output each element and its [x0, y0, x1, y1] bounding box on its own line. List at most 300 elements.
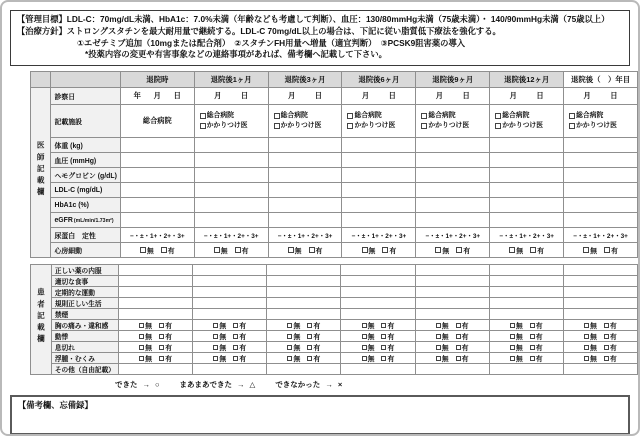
checkbox-yes-icon[interactable]	[233, 334, 238, 339]
option-yes-label: 有	[387, 334, 395, 342]
data-cell[interactable]	[120, 168, 194, 183]
row-label-text: 心房細動	[54, 248, 83, 256]
data-cell[interactable]	[194, 213, 268, 228]
data-cell	[564, 243, 638, 258]
data-cell[interactable]	[416, 213, 490, 228]
checkbox-yes-icon[interactable]	[382, 247, 388, 253]
data-cell[interactable]	[341, 276, 415, 287]
checkbox-facility-icon[interactable]	[569, 123, 575, 129]
checkbox-yes-icon[interactable]	[604, 323, 609, 328]
option-no-label: 無	[590, 323, 597, 331]
facility-fixed-value: 総合病院	[142, 116, 172, 126]
row-label-cell	[51, 138, 120, 153]
option-yes-label: 有	[535, 334, 543, 342]
data-cell[interactable]	[489, 276, 563, 287]
data-cell	[268, 105, 342, 138]
legend-label: まあまあできた	[179, 380, 233, 390]
checkbox-no-icon[interactable]	[583, 247, 589, 253]
option-yes	[604, 353, 617, 363]
data-cell[interactable]	[120, 153, 194, 168]
checkbox-yes-icon[interactable]	[381, 345, 386, 350]
option-yes	[530, 320, 543, 330]
option-yes-label: 有	[313, 356, 321, 364]
checkbox-no-icon[interactable]	[362, 345, 367, 350]
checkbox-no-icon[interactable]	[436, 345, 441, 350]
data-cell[interactable]	[267, 265, 341, 276]
row-label-cell	[51, 228, 120, 243]
data-cell[interactable]	[119, 309, 193, 320]
data-cell[interactable]	[342, 153, 416, 168]
checkbox-yes-icon[interactable]	[159, 323, 164, 328]
legend-item	[180, 379, 256, 390]
remarks-box[interactable]	[10, 395, 630, 435]
checkbox-facility-icon[interactable]	[421, 123, 427, 129]
data-cell[interactable]	[564, 183, 638, 198]
option-no	[287, 353, 300, 363]
data-cell[interactable]	[267, 364, 341, 375]
checkbox-yes-icon[interactable]	[456, 345, 461, 350]
row-label-text: 記載施設	[54, 119, 83, 127]
yes-no-field	[564, 320, 637, 330]
checkbox-no-icon[interactable]	[213, 356, 218, 361]
option-no	[213, 331, 226, 341]
table-row	[31, 213, 638, 228]
data-cell[interactable]	[342, 183, 416, 198]
data-cell	[267, 320, 341, 331]
data-cell[interactable]	[119, 287, 193, 298]
data-cell[interactable]	[342, 213, 416, 228]
checkbox-no-icon[interactable]	[362, 247, 368, 253]
facility-option-label: かかりつけ医	[206, 122, 248, 130]
data-cell[interactable]	[119, 364, 193, 375]
checkbox-no-icon[interactable]	[287, 345, 292, 350]
data-cell[interactable]	[119, 276, 193, 287]
data-cell[interactable]	[564, 88, 638, 105]
data-cell	[490, 105, 564, 138]
data-cell[interactable]	[489, 298, 563, 309]
checkbox-no-icon[interactable]	[436, 323, 441, 328]
option-yes	[159, 331, 172, 341]
data-cell[interactable]	[563, 298, 637, 309]
data-cell[interactable]	[341, 364, 415, 375]
table-row	[31, 198, 638, 213]
option-yes-label: 有	[461, 345, 469, 353]
checkbox-no-icon[interactable]	[139, 345, 144, 350]
data-cell[interactable]	[415, 298, 489, 309]
checkbox-yes-icon[interactable]	[604, 345, 609, 350]
yes-no-field	[341, 342, 414, 352]
data-cell[interactable]	[342, 168, 416, 183]
option-yes	[604, 320, 617, 330]
checkbox-no-icon[interactable]	[584, 323, 589, 328]
yes-no-field	[195, 245, 268, 255]
data-cell[interactable]	[490, 168, 564, 183]
data-cell	[267, 331, 341, 342]
data-cell[interactable]	[563, 276, 637, 287]
table-row	[31, 331, 638, 342]
yes-no-field	[341, 353, 414, 363]
data-cell[interactable]	[342, 198, 416, 213]
date-token: 月	[509, 91, 517, 101]
yes-no-field	[267, 353, 340, 363]
table-row	[31, 88, 638, 105]
checkbox-yes-icon[interactable]	[604, 356, 609, 361]
data-cell[interactable]	[267, 276, 341, 287]
checkbox-yes-icon[interactable]	[307, 356, 312, 361]
row-label-text: その他（自由記載）	[54, 367, 115, 375]
urine-protein-scale[interactable]: −・±・1+・2+・3+	[573, 232, 628, 240]
data-cell[interactable]	[415, 287, 489, 298]
checkbox-no-icon[interactable]	[139, 356, 144, 361]
checkbox-no-icon[interactable]	[362, 323, 367, 328]
option-no-label: 無	[219, 345, 227, 353]
data-cell[interactable]	[416, 138, 490, 153]
data-cell[interactable]	[193, 364, 267, 375]
row-label-text: ヘモグロビン (g/dL)	[54, 173, 117, 181]
data-cell[interactable]	[416, 183, 490, 198]
option-no-label: 無	[293, 334, 301, 342]
option-yes	[456, 342, 469, 352]
data-cell[interactable]	[416, 88, 490, 105]
option-yes	[381, 342, 394, 352]
facility-option-label: かかりつけ医	[576, 122, 617, 130]
data-cell	[416, 105, 490, 138]
data-cell[interactable]	[193, 309, 267, 320]
table-row	[31, 309, 638, 320]
legend-arrow-icon: →	[237, 380, 245, 390]
data-cell[interactable]	[267, 298, 341, 309]
yes-no-field	[490, 342, 563, 352]
checkbox-no-icon[interactable]	[140, 247, 146, 253]
data-cell[interactable]	[342, 138, 416, 153]
data-cell[interactable]	[341, 309, 415, 320]
checkbox-no-icon[interactable]	[509, 247, 515, 253]
checkbox-yes-icon[interactable]	[381, 356, 386, 361]
checkbox-no-icon[interactable]	[510, 345, 515, 350]
checkbox-facility-icon[interactable]	[274, 123, 280, 129]
option-yes	[456, 353, 469, 363]
data-cell[interactable]	[415, 276, 489, 287]
data-cell[interactable]	[490, 138, 564, 153]
data-cell[interactable]	[120, 213, 194, 228]
checkbox-no-icon[interactable]	[139, 334, 144, 339]
table-row	[31, 320, 638, 331]
data-cell	[563, 331, 637, 342]
row-label-text: 診察日	[54, 94, 76, 102]
data-cell[interactable]	[194, 168, 268, 183]
checkbox-yes-icon[interactable]	[456, 356, 461, 361]
data-cell[interactable]	[268, 88, 342, 105]
row-label-text: 動悸	[54, 334, 69, 342]
row-label-cell	[51, 183, 120, 198]
checkbox-facility-icon[interactable]	[347, 113, 353, 119]
checkbox-yes-icon[interactable]	[530, 356, 535, 361]
checkbox-no-icon[interactable]	[287, 323, 292, 328]
row-label-cell	[51, 342, 118, 353]
checkbox-no-icon[interactable]	[436, 334, 441, 339]
checkbox-yes-icon[interactable]	[159, 356, 164, 361]
option-yes-label: 有	[239, 345, 247, 353]
data-cell	[268, 228, 342, 243]
data-cell[interactable]	[267, 287, 341, 298]
facility-option-label: 総合病院	[354, 111, 382, 119]
data-cell[interactable]	[193, 287, 267, 298]
checkbox-no-icon[interactable]	[435, 247, 441, 253]
row-label-cell	[51, 276, 118, 287]
data-cell[interactable]	[489, 265, 563, 276]
section-side-label: 患者記載欄	[36, 288, 46, 347]
checkbox-yes-icon[interactable]	[235, 247, 241, 253]
data-cell[interactable]	[120, 138, 194, 153]
option-no-label: 無	[293, 356, 301, 364]
urine-protein-scale[interactable]: −・±・1+・2+・3+	[277, 232, 333, 240]
checkbox-yes-icon[interactable]	[233, 323, 238, 328]
data-cell[interactable]	[120, 88, 194, 105]
data-cell[interactable]	[563, 287, 637, 298]
data-cell[interactable]	[415, 309, 489, 320]
data-cell	[267, 342, 341, 353]
checkbox-yes-icon[interactable]	[159, 345, 164, 350]
checkbox-facility-icon[interactable]	[569, 113, 575, 119]
facility-option	[342, 121, 415, 132]
column-header-visit: 退院時	[120, 72, 194, 88]
option-no-label: 無	[515, 345, 523, 353]
date-token: 月	[288, 91, 296, 101]
data-cell[interactable]	[268, 153, 342, 168]
checkbox-no-icon[interactable]	[510, 356, 515, 361]
checkbox-no-icon[interactable]	[214, 247, 220, 253]
data-cell[interactable]	[119, 265, 193, 276]
option-no-label: 無	[590, 356, 597, 364]
checkbox-no-icon[interactable]	[362, 334, 367, 339]
checkbox-yes-icon[interactable]	[456, 334, 461, 339]
data-cell[interactable]	[490, 183, 564, 198]
checkbox-yes-icon[interactable]	[381, 323, 386, 328]
data-cell[interactable]	[119, 298, 193, 309]
checkbox-yes-icon[interactable]	[159, 334, 164, 339]
data-cell	[563, 353, 637, 364]
checkbox-yes-icon[interactable]	[456, 247, 462, 253]
option-no	[139, 320, 152, 330]
management-goal-box	[10, 10, 630, 66]
option-no-label: 無	[145, 334, 153, 342]
data-cell[interactable]	[268, 168, 342, 183]
option-yes-label: 有	[313, 345, 321, 353]
checkbox-facility-icon[interactable]	[495, 113, 501, 119]
option-yes	[530, 331, 543, 341]
urine-protein-scale[interactable]: −・±・1+・2+・3+	[499, 232, 554, 240]
yes-no-field	[193, 320, 266, 330]
data-cell[interactable]	[490, 153, 564, 168]
section-side-label: 医師記載欄	[36, 141, 46, 200]
table-row	[31, 298, 638, 309]
checkbox-yes-icon[interactable]	[456, 323, 461, 328]
yes-no-field	[342, 245, 415, 255]
checkbox-yes-icon[interactable]	[307, 345, 312, 350]
data-cell[interactable]	[267, 309, 341, 320]
checkbox-no-icon[interactable]	[584, 356, 589, 361]
checkbox-no-icon[interactable]	[213, 323, 218, 328]
option-no	[287, 342, 300, 352]
data-cell[interactable]	[268, 198, 342, 213]
checkbox-no-icon[interactable]	[213, 334, 218, 339]
data-cell[interactable]	[489, 287, 563, 298]
urine-protein-scale[interactable]: −・±・1+・2+・3+	[351, 232, 407, 240]
facility-option-label: 総合病院	[428, 111, 456, 119]
option-no-label: 無	[441, 334, 449, 342]
checkbox-facility-icon[interactable]	[274, 113, 280, 119]
data-cell[interactable]	[193, 265, 267, 276]
data-cell[interactable]	[342, 88, 416, 105]
data-cell[interactable]	[564, 213, 638, 228]
checkbox-yes-icon[interactable]	[309, 247, 315, 253]
urine-protein-scale[interactable]: −・±・1+・2+・3+	[425, 232, 481, 240]
checkbox-facility-icon[interactable]	[495, 123, 501, 129]
legend-symbol-icon: ○	[155, 380, 160, 390]
option-yes-label: 有	[611, 248, 618, 256]
data-cell	[415, 353, 489, 364]
data-cell[interactable]	[416, 168, 490, 183]
option-yes-label: 有	[389, 248, 397, 256]
data-cell[interactable]	[268, 213, 342, 228]
data-cell[interactable]	[268, 138, 342, 153]
option-yes-label: 有	[609, 356, 617, 364]
facility-option-label: 総合病院	[576, 111, 604, 119]
option-no-label: 無	[367, 334, 375, 342]
option-yes	[233, 331, 246, 341]
data-cell	[341, 320, 415, 331]
checkbox-no-icon[interactable]	[510, 334, 515, 339]
checkbox-no-icon[interactable]	[510, 323, 515, 328]
date-field	[269, 91, 342, 101]
data-cell[interactable]	[490, 213, 564, 228]
option-no	[509, 245, 523, 255]
data-cell[interactable]	[564, 198, 638, 213]
checkbox-no-icon[interactable]	[139, 323, 144, 328]
option-no-label: 無	[367, 323, 375, 331]
data-cell[interactable]	[341, 265, 415, 276]
data-cell[interactable]	[490, 88, 564, 105]
data-cell[interactable]	[268, 183, 342, 198]
option-yes-label: 有	[535, 345, 543, 353]
checkbox-yes-icon[interactable]	[233, 356, 238, 361]
row-label-cell	[51, 198, 120, 213]
data-cell[interactable]	[564, 153, 638, 168]
checkbox-no-icon[interactable]	[213, 345, 218, 350]
checkbox-yes-icon[interactable]	[161, 247, 167, 253]
checkbox-yes-icon[interactable]	[307, 323, 312, 328]
data-cell[interactable]	[341, 287, 415, 298]
checkbox-yes-icon[interactable]	[604, 247, 610, 253]
checkbox-no-icon[interactable]	[287, 356, 292, 361]
checkbox-facility-icon[interactable]	[347, 123, 353, 129]
data-cell[interactable]	[416, 153, 490, 168]
checkbox-facility-icon[interactable]	[421, 113, 427, 119]
data-cell[interactable]	[120, 198, 194, 213]
data-cell[interactable]	[193, 276, 267, 287]
checkbox-no-icon[interactable]	[436, 356, 441, 361]
data-cell	[415, 331, 489, 342]
data-cell	[489, 353, 563, 364]
data-cell[interactable]	[415, 364, 489, 375]
row-label-cell	[51, 213, 120, 228]
urine-protein-scale[interactable]: −・±・1+・2+・3+	[203, 232, 259, 240]
checkbox-yes-icon[interactable]	[530, 247, 536, 253]
data-cell[interactable]	[489, 364, 563, 375]
checkbox-yes-icon[interactable]	[233, 345, 238, 350]
checkbox-facility-icon[interactable]	[200, 113, 206, 119]
checkbox-yes-icon[interactable]	[530, 323, 535, 328]
data-cell[interactable]	[564, 168, 638, 183]
checkbox-yes-icon[interactable]	[381, 334, 386, 339]
yes-no-field	[267, 320, 340, 330]
option-no-label: 無	[293, 345, 301, 353]
option-no	[583, 245, 597, 255]
facility-option-label: かかりつけ医	[354, 122, 396, 130]
checkbox-yes-icon[interactable]	[530, 334, 535, 339]
row-label-unit: (mL/min/1.73m²)	[73, 217, 114, 224]
facility-option-label: 総合病院	[206, 111, 234, 119]
data-cell[interactable]	[194, 153, 268, 168]
option-no-label: 無	[516, 248, 524, 256]
data-cell[interactable]	[341, 298, 415, 309]
option-no	[435, 245, 449, 255]
data-cell[interactable]	[194, 88, 268, 105]
row-label-cell	[51, 168, 120, 183]
checkbox-facility-icon[interactable]	[200, 123, 206, 129]
urine-protein-scale[interactable]: −・±・1+・2+・3+	[129, 232, 185, 240]
yes-no-field	[564, 342, 637, 352]
data-cell[interactable]	[489, 309, 563, 320]
option-yes-label: 有	[609, 345, 617, 353]
checkbox-no-icon[interactable]	[362, 356, 367, 361]
data-cell[interactable]	[120, 183, 194, 198]
yes-no-field	[490, 320, 563, 330]
checkbox-no-icon[interactable]	[287, 334, 292, 339]
facility-option	[269, 111, 342, 122]
data-cell[interactable]	[563, 265, 637, 276]
data-cell	[415, 320, 489, 331]
data-cell[interactable]	[194, 138, 268, 153]
yes-no-field	[564, 245, 637, 255]
data-cell[interactable]	[194, 198, 268, 213]
data-cell[interactable]	[194, 183, 268, 198]
checkbox-no-icon[interactable]	[584, 345, 589, 350]
option-yes	[604, 331, 617, 341]
data-cell	[342, 105, 416, 138]
option-yes	[456, 245, 470, 255]
data-cell[interactable]	[563, 364, 637, 375]
facility-option	[564, 121, 637, 132]
checkbox-yes-icon[interactable]	[530, 345, 535, 350]
option-yes-label: 有	[165, 356, 172, 364]
data-cell[interactable]	[415, 265, 489, 276]
option-no	[362, 353, 375, 363]
data-cell[interactable]	[563, 309, 637, 320]
data-cell[interactable]	[193, 298, 267, 309]
checkbox-yes-icon[interactable]	[307, 334, 312, 339]
data-cell[interactable]	[490, 198, 564, 213]
option-no	[584, 353, 597, 363]
checkbox-no-icon[interactable]	[584, 334, 589, 339]
option-no-label: 無	[367, 345, 375, 353]
checkbox-no-icon[interactable]	[288, 247, 294, 253]
data-cell[interactable]	[416, 198, 490, 213]
legend-symbol-icon: ×	[337, 380, 343, 390]
data-cell[interactable]	[564, 138, 638, 153]
date-field	[342, 91, 415, 101]
checkbox-yes-icon[interactable]	[604, 334, 609, 339]
